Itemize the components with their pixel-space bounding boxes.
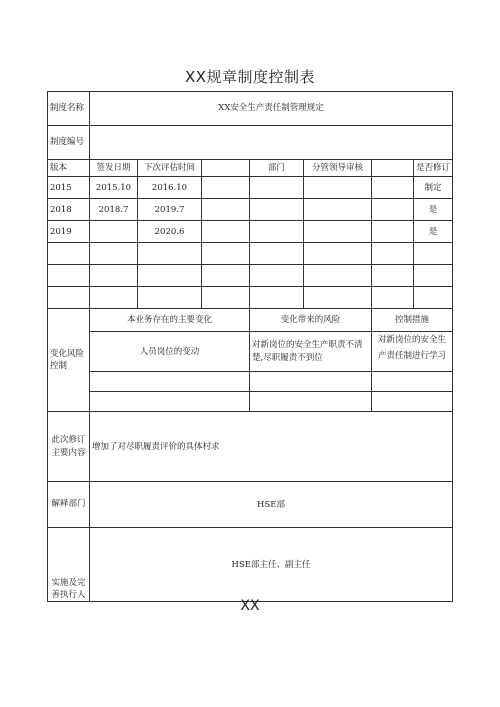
- risk-cell: [90, 392, 250, 412]
- table-cell: [90, 265, 138, 287]
- table-cell: [202, 177, 250, 199]
- version-row: [48, 287, 453, 309]
- table-cell: [90, 221, 138, 243]
- table-cell: 2019.7: [138, 199, 202, 221]
- table-cell: [138, 265, 202, 287]
- table-cell: [372, 287, 414, 309]
- table-cell: [250, 177, 304, 199]
- table-cell: [250, 265, 304, 287]
- risk-cell: [250, 372, 372, 392]
- table-cell: [250, 199, 304, 221]
- version-row: [48, 199, 453, 221]
- table-cell: 2015: [48, 177, 90, 199]
- revision-value: 增加了对尽职履责评价的具体村求: [90, 412, 453, 482]
- risk-col-header: 本业务存在的主要变化: [90, 309, 250, 332]
- table-cell: [90, 243, 138, 265]
- page-footer: XX: [240, 598, 260, 614]
- table-cell: [372, 243, 414, 265]
- col-header: [372, 160, 414, 177]
- page-title: XX规章制度控制表: [184, 68, 316, 86]
- implement-value: HSE部主任、副主任: [90, 528, 453, 602]
- table-cell: [202, 287, 250, 309]
- control-form-table: [47, 91, 453, 602]
- table-cell: [138, 287, 202, 309]
- col-header: [202, 160, 250, 177]
- table-cell: [372, 199, 414, 221]
- risk-cell: [372, 372, 453, 392]
- revision-row: [48, 412, 453, 482]
- col-header: 是否修订: [414, 160, 453, 177]
- risk-col-header: 控制措施: [372, 309, 453, 332]
- number-row: [48, 126, 453, 160]
- table-cell: 2016.10: [138, 177, 202, 199]
- table-cell: [250, 243, 304, 265]
- risk-cell: 对新岗位的安全生产职责不清楚,尽职履责不到位: [250, 332, 372, 372]
- table-cell: [304, 287, 372, 309]
- table-cell: [372, 177, 414, 199]
- table-cell: [48, 265, 90, 287]
- table-cell: [250, 221, 304, 243]
- interpret-label: 解释部门: [48, 482, 90, 528]
- risk-cell: [372, 392, 453, 412]
- table-cell: 2018: [48, 199, 90, 221]
- name-label: 制度名称: [48, 92, 90, 126]
- risk-row: [48, 392, 453, 412]
- table-cell: 2015.10: [90, 177, 138, 199]
- table-cell: [304, 243, 372, 265]
- implement-row: [48, 528, 453, 602]
- number-value: [90, 126, 453, 160]
- table-cell: [304, 221, 372, 243]
- table-cell: [250, 287, 304, 309]
- table-cell: [138, 243, 202, 265]
- table-cell: [48, 243, 90, 265]
- table-cell: [414, 243, 453, 265]
- table-cell: 2018.7: [90, 199, 138, 221]
- interpret-row: [48, 482, 453, 528]
- version-row: [48, 221, 453, 243]
- risk-cell: 人员岗位的变动: [90, 332, 250, 372]
- table-cell: [304, 177, 372, 199]
- table-cell: [48, 287, 90, 309]
- table-cell: 2020.6: [138, 221, 202, 243]
- table-cell: [304, 265, 372, 287]
- table-cell: [202, 199, 250, 221]
- risk-row: [48, 332, 453, 372]
- col-header: 部门: [250, 160, 304, 177]
- col-header: 分管领导审核: [304, 160, 372, 177]
- interpret-value: HSE部: [90, 482, 453, 528]
- revision-label: 此次修订主要内容: [48, 412, 90, 482]
- table-cell: [202, 265, 250, 287]
- risk-label: 变化风险控制: [48, 309, 90, 412]
- risk-header-row: [48, 309, 453, 332]
- risk-cell: [90, 372, 250, 392]
- col-header: 版本: [48, 160, 90, 177]
- risk-cell: [250, 392, 372, 412]
- version-row: [48, 243, 453, 265]
- table-cell: [372, 265, 414, 287]
- table-cell: 是: [414, 199, 453, 221]
- table-cell: [414, 265, 453, 287]
- table-cell: [202, 243, 250, 265]
- version-row: [48, 265, 453, 287]
- number-label: 制度编号: [48, 126, 90, 160]
- risk-cell: 对新岗位的安全生产责任制进行学习: [372, 332, 453, 372]
- table-cell: [372, 221, 414, 243]
- risk-col-header: 变化带来的风险: [250, 309, 372, 332]
- table-cell: [90, 287, 138, 309]
- col-header: 签发日期: [90, 160, 138, 177]
- table-cell: 是: [414, 221, 453, 243]
- table-cell: [304, 199, 372, 221]
- table-cell: 2019: [48, 221, 90, 243]
- table-cell: [202, 221, 250, 243]
- implement-label: 实施及完善执行人: [48, 528, 90, 602]
- version-row: [48, 177, 453, 199]
- name-value: XX安全生产责任制管理规定: [90, 92, 453, 126]
- table-cell: [414, 287, 453, 309]
- version-header-row: [48, 160, 453, 177]
- table-cell: 制定: [414, 177, 453, 199]
- col-header: 下次评估时间: [138, 160, 202, 177]
- name-row: [48, 92, 453, 126]
- risk-row: [48, 372, 453, 392]
